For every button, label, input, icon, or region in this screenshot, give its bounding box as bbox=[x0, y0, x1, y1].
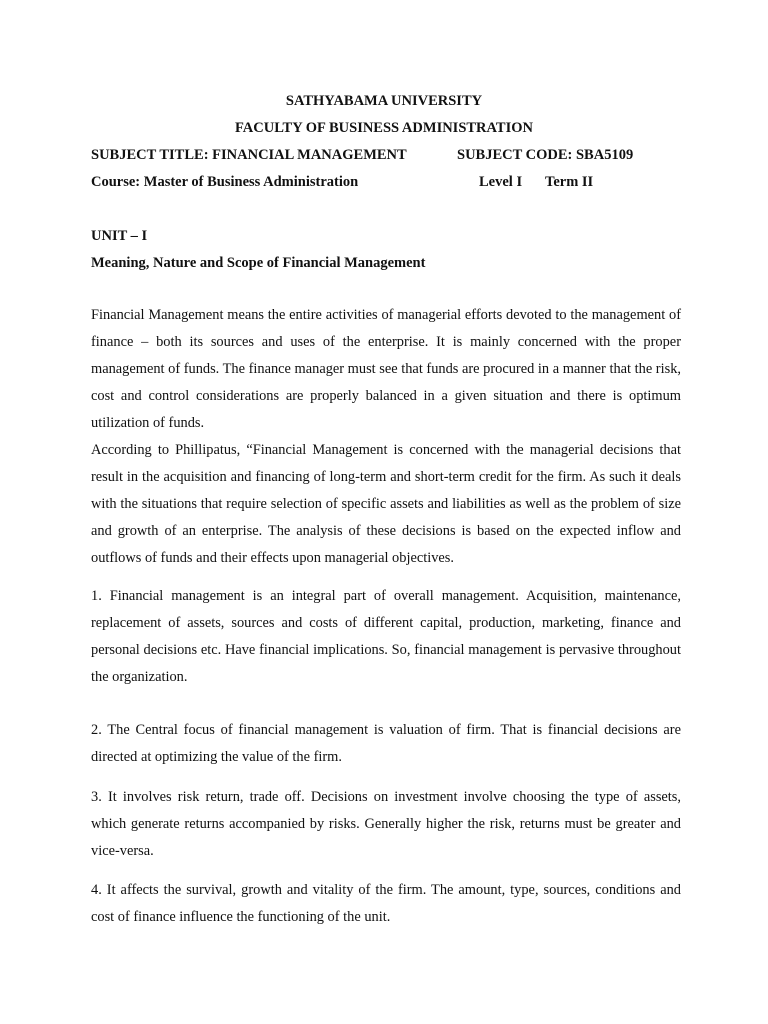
point-1: 1. Financial management is an integral part of overall management. Acquisition, maintenance, replacement of assets, sources and costs of different capital, production, marketing, finance and personal decisions etc. Have financial implications. So, financial management is pervasive throughout the organization. bbox=[91, 588, 681, 685]
point-4: 4. It affects the survival, growth and vitality of the firm. The amount, type, sources, conditions and cost of finance influence the functioning of the unit. bbox=[91, 882, 681, 925]
course-name: Course: Master of Business Administration bbox=[91, 174, 359, 190]
unit-label: UNIT – I bbox=[91, 228, 148, 244]
section-heading: Meaning, Nature and Scope of Financial Management bbox=[91, 255, 426, 271]
definition-paragraph: According to Phillipatus, “Financial Management is concerned with the managerial decisions that result in the acquisition and financing of long-term and short-term credit for the firm. As such it deals with the situations that require selection of specific assets and liabilities as well as the problem of size and growth of an enterprise. The analysis of these decisions is based on the expected inflow and outflows of funds and their effects upon managerial objectives. bbox=[91, 442, 681, 566]
point-3: 3. It involves risk return, trade off. Decisions on investment involve choosing the type of assets, which generate returns accompanied by risks. Generally higher the risk, returns must be greater and vice-versa. bbox=[91, 789, 681, 859]
level-label: Level I bbox=[479, 174, 523, 190]
university-name: SATHYABAMA UNIVERSITY bbox=[285, 93, 483, 109]
intro-block bbox=[91, 302, 681, 572]
point-2: 2. The Central focus of financial management is valuation of firm. That is financial decisions are directed at optimizing the value of the firm. bbox=[91, 722, 681, 765]
term-label: Term II bbox=[545, 174, 594, 190]
subject-title: SUBJECT TITLE: FINANCIAL MANAGEMENT bbox=[91, 147, 407, 163]
faculty-name: FACULTY OF BUSINESS ADMINISTRATION bbox=[235, 120, 533, 136]
subject-code: SUBJECT CODE: SBA5109 bbox=[457, 147, 634, 163]
intro-paragraph: Financial Management means the entire activities of managerial efforts devoted to the management of finance – both its sources and uses of the enterprise. It is mainly concerned with the proper management of funds. The finance manager must see that funds are procured in a manner that the risk, cost and control considerations are properly balanced in a given situation and there is optimum utilization of funds. bbox=[91, 307, 681, 431]
